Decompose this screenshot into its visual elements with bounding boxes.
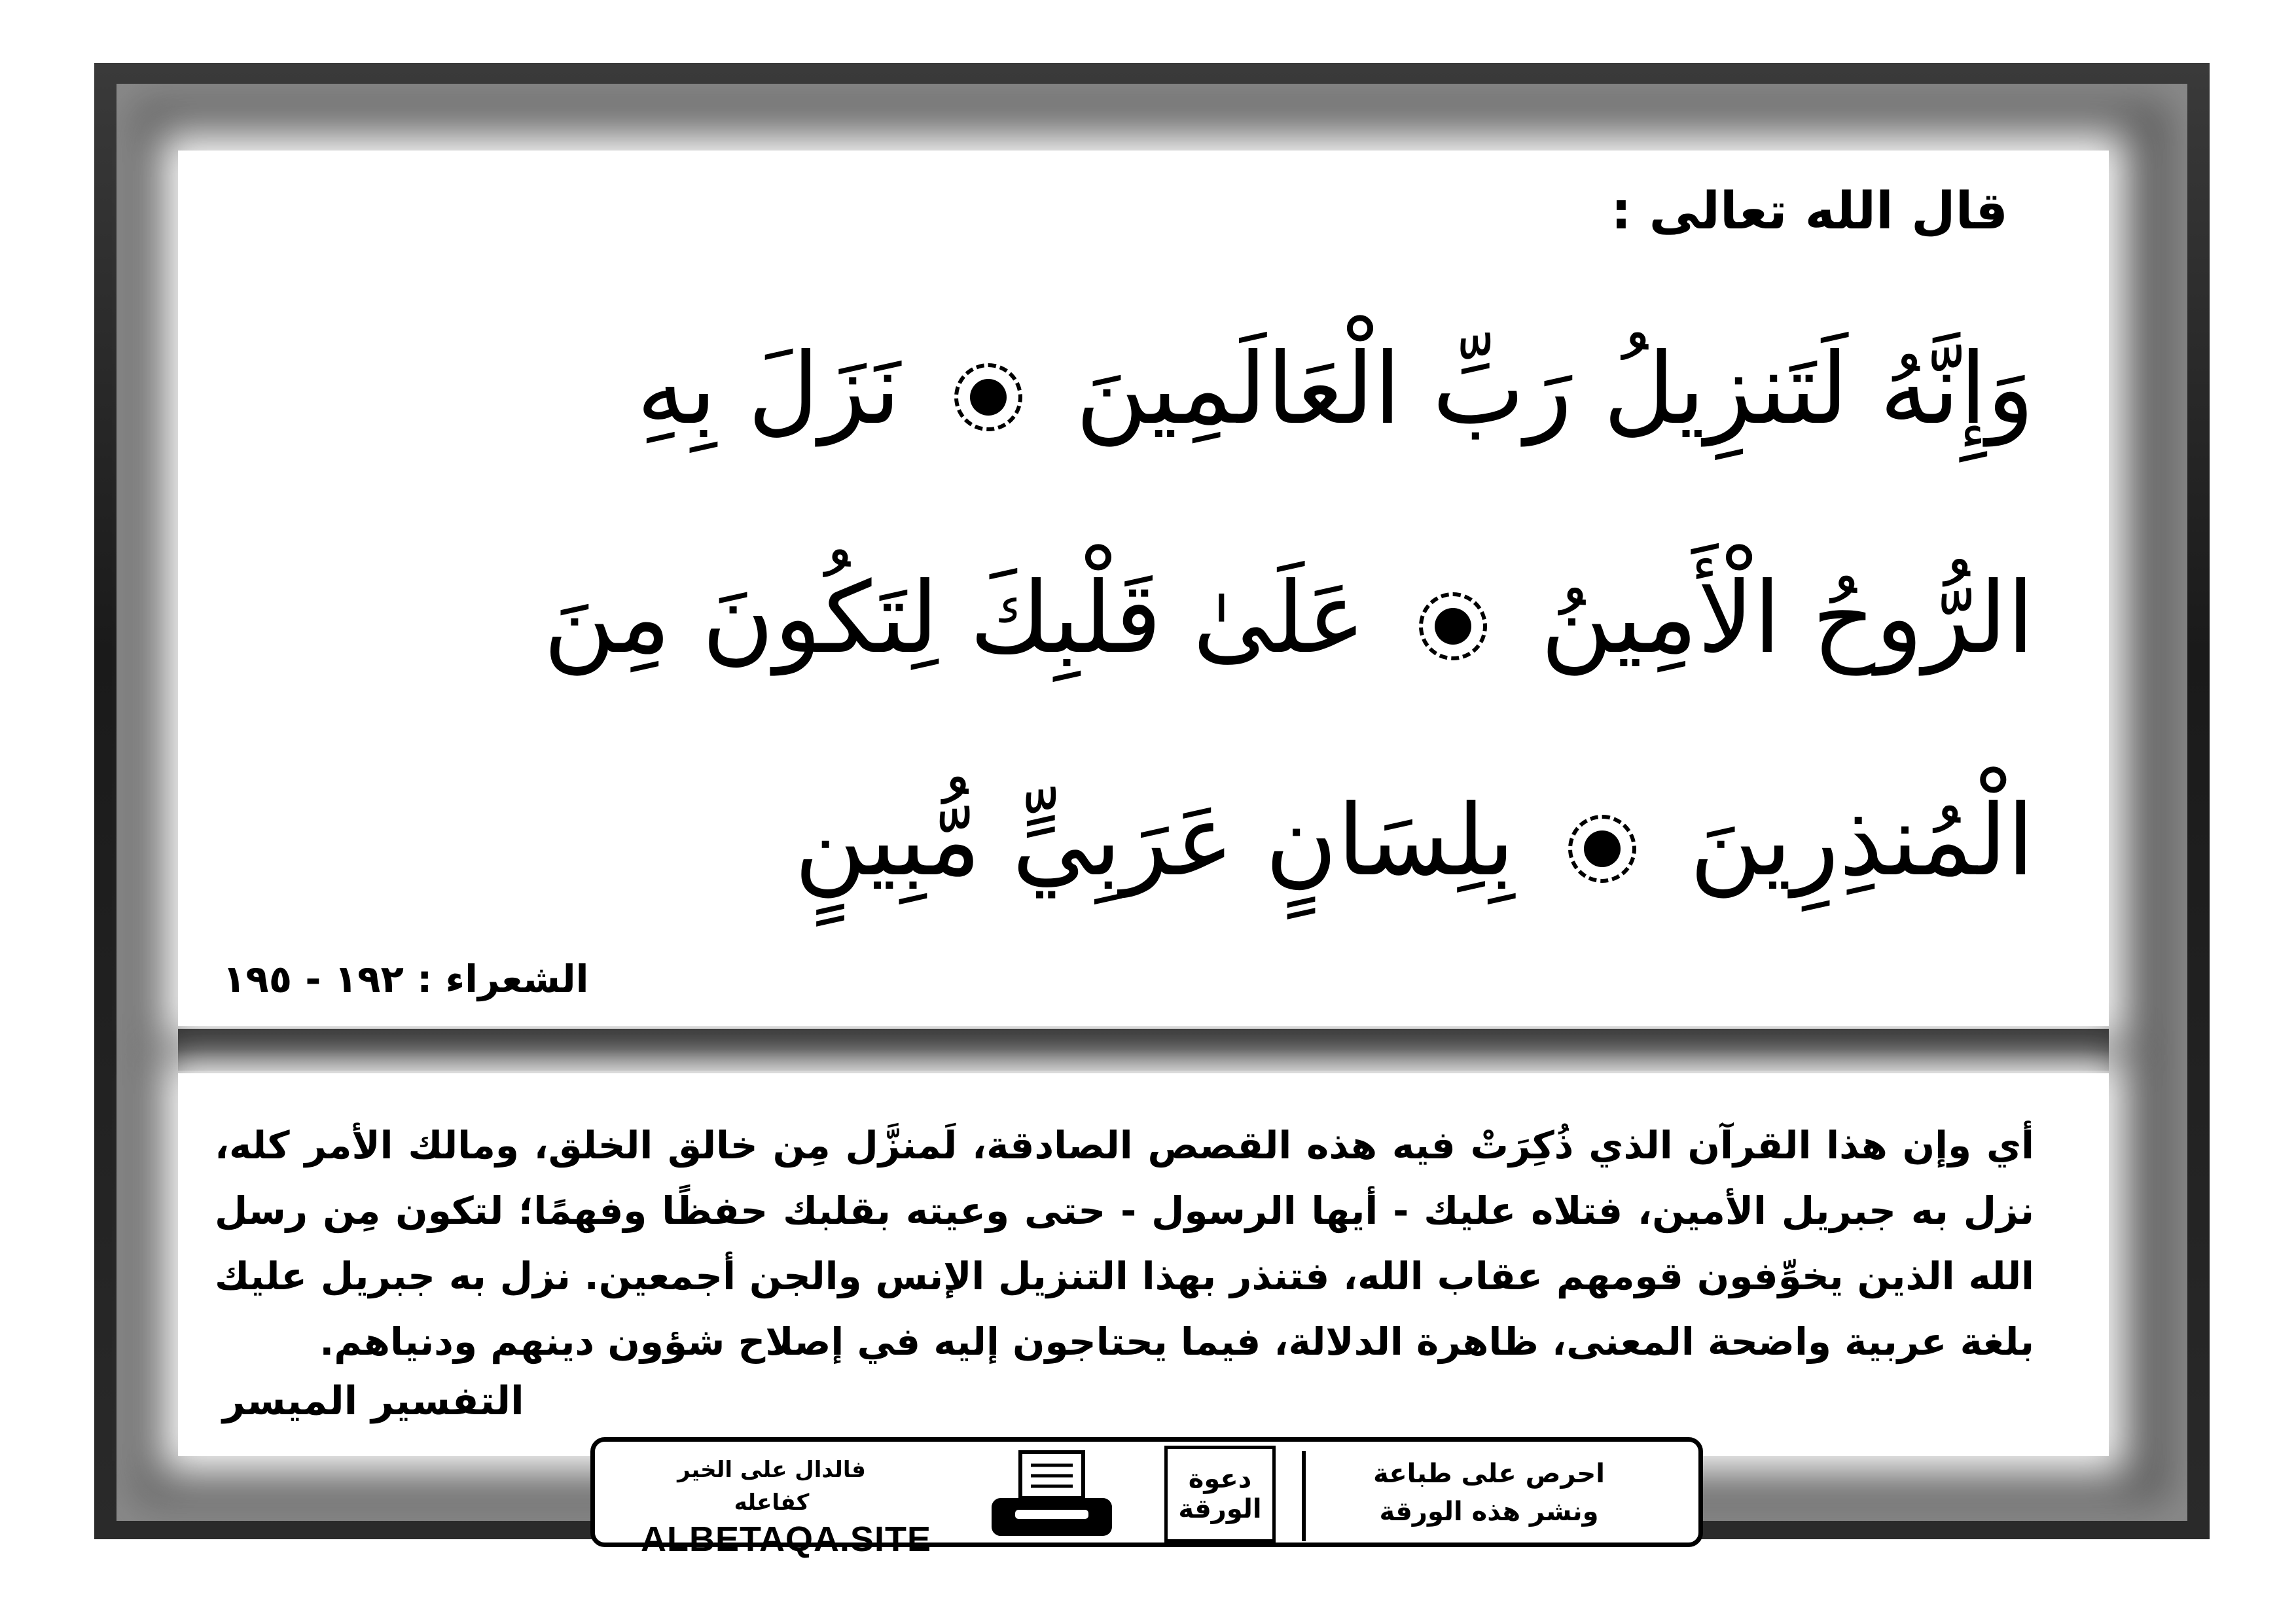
verse-text: بِلِسَانٍ عَرَبِيٍّ مُّبِينٍ (794, 784, 1515, 898)
tafsir-text: أي وإن هذا القرآن الذي ذُكِرَتْ فيه هذه القصص الصادقة، لَمنزَّل مِن خالق الخلق، ومالك الأمر كله، نزل به جبريل الأمين، فتلاه عليك - أيها الرسول - حتى وعيته بقلبك حفظًا وفهمًا؛ لتكون مِن رسل الله الذين يخوِّفون قومهم عقاب الله، فتنذر بهذا التنزيل الإنس والجن أجمعين. نزل به جبريل عليك بلغة عربية واضحة المعنى، ظاهرة الدلالة، فيما يحتاجون إليه في إصلاح شؤون دينهم ودنياهم. (215, 1123, 2034, 1364)
logo: دعوة الورقة (1164, 1446, 1276, 1543)
tafsir-source: التفسير الميسر (223, 1378, 524, 1424)
printer-icon (986, 1450, 1117, 1541)
print-note-line: احرص على طباعة (1373, 1459, 1605, 1489)
site-block (641, 1454, 931, 1560)
verse-text: الرُّوحُ الْأَمِينُ (1540, 562, 2034, 675)
ayah-separator-icon (954, 363, 1022, 431)
verse-reference: الشعراء : ١٩٢ - ١٩٥ (223, 957, 589, 1001)
verse-line-1 (636, 332, 2034, 446)
print-note (1302, 1451, 1672, 1541)
verse-text: وَإِنَّهُ لَتَنزِيلُ رَبِّ الْعَالَمِينَ (1075, 332, 2034, 446)
verse-text: عَلَىٰ قَلْبِكَ لِتَكُونَ مِنَ (543, 562, 1366, 675)
ayah-separator-icon (1419, 592, 1487, 660)
ayah-separator-icon (1568, 815, 1636, 883)
intro-heading: قال الله تعالى : (1611, 182, 2008, 241)
verse-line-2 (543, 562, 2034, 675)
motto: فالدال على الخير كفاعله (677, 1457, 866, 1516)
panel-divider (178, 1029, 2109, 1071)
print-note-line: ونشر هذه الورقة (1379, 1497, 1599, 1527)
verse-text: الْمُنذِرِينَ (1689, 784, 2034, 898)
verse-line-3 (794, 784, 2034, 898)
verse-text: نَزَلَ بِهِ (636, 332, 901, 446)
footer-banner (590, 1437, 1703, 1559)
site-link[interactable]: ALBETAQA.SITE (641, 1520, 931, 1559)
